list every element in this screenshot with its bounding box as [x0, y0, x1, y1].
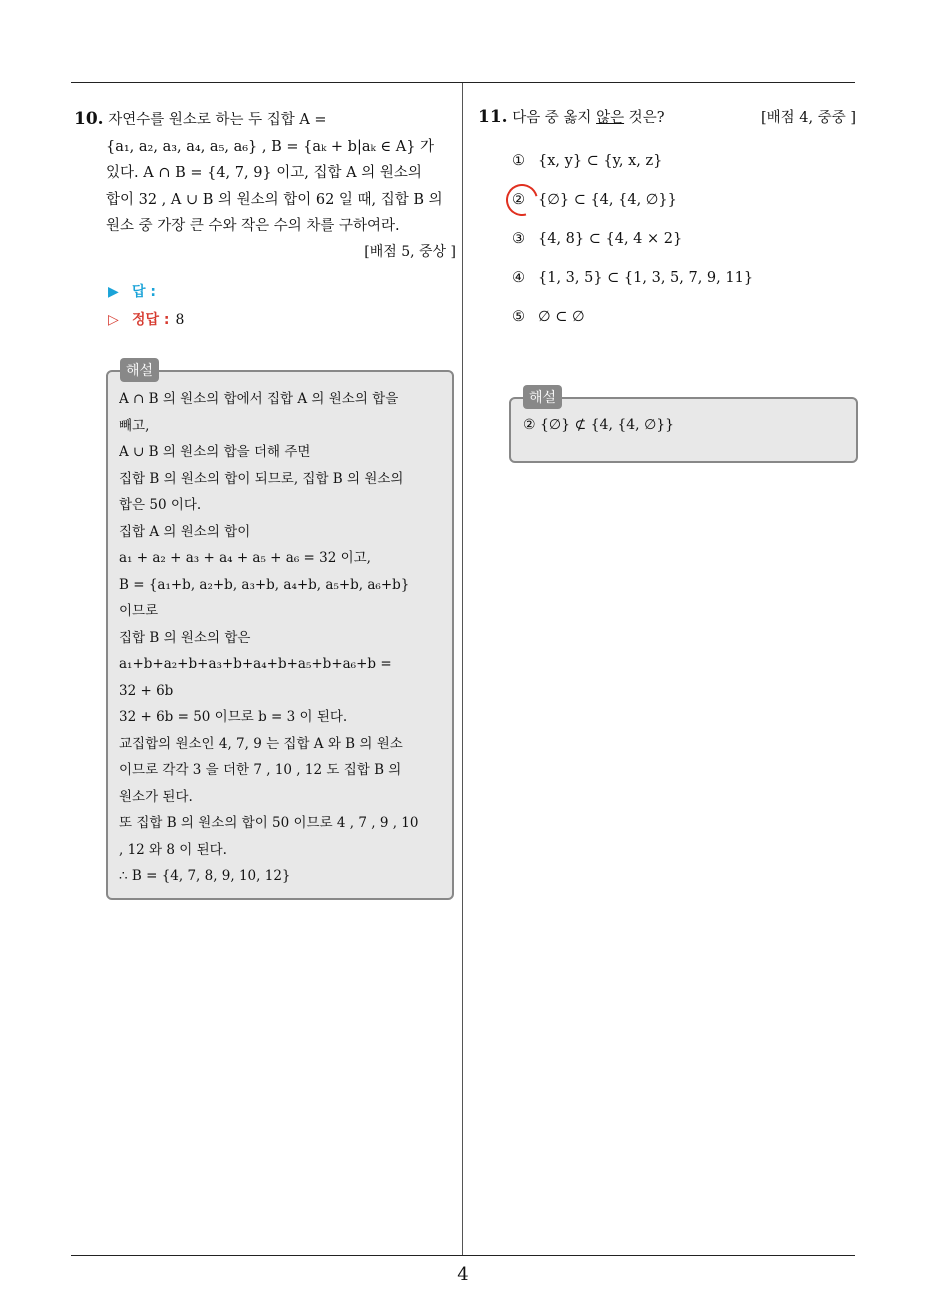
question-11-title — [478, 106, 664, 127]
explanation-line: 빼고, — [119, 417, 150, 434]
explanation-line: 32 + 6b — [119, 682, 174, 699]
explanation-line: A ∩ B 의 원소의 합에서 집합 A 의 원소의 합을 — [119, 391, 399, 407]
explanation-content: ② {∅} ⊄ {4, {4, ∅}} — [523, 417, 675, 433]
option-5[interactable] — [512, 303, 856, 342]
explanation-content — [108, 372, 452, 890]
explanation-line: ∴ B = {4, 7, 8, 9, 10, 12} — [119, 868, 291, 884]
question-11-points: [배점 4, 중중 ] — [760, 110, 856, 126]
explanation-line: , 12 와 8 이 된다. — [119, 841, 227, 858]
question-10 — [74, 106, 456, 334]
explanation-line: 원소가 된다. — [119, 788, 193, 805]
question-11-number: 11. — [478, 107, 508, 127]
explanation-box-10 — [106, 363, 454, 900]
option-4[interactable] — [512, 264, 856, 303]
answer-label: 답 : — [132, 283, 156, 300]
option-3[interactable] — [512, 225, 856, 264]
question-10-text — [74, 106, 456, 240]
explanation-line: a₁ + a₂ + a₃ + a₄ + a₅ + a₆ = 32 이고, — [119, 550, 371, 566]
explanation-box-11 — [509, 390, 858, 463]
correct-answer-value: 8 — [175, 311, 185, 328]
correct-answer-label: 정답 : — [132, 311, 170, 328]
explanation-line: 이므로 각각 3 을 더한 7 , 10 , 12 도 집합 B 의 — [119, 762, 402, 778]
option-number: ③ — [512, 231, 525, 247]
page-number: 4 — [457, 1264, 469, 1285]
question-10-line-2: {a₁, a₂, a₃, a₄, a₅, a₆} , B = {aₖ + b|aₖ ∈ A} 가 — [106, 138, 435, 155]
question-10-line-5: 원소 중 가장 큰 수와 작은 수의 차를 구하여라. — [106, 218, 400, 234]
question-11-title-part: 다음 중 옳지 — [512, 110, 597, 126]
explanation-tag: 해설 — [120, 358, 159, 382]
question-11-title-emphasis: 않은 — [596, 110, 625, 126]
explanation-line: 합은 50 이다. — [119, 497, 202, 513]
option-text: {x, y} ⊂ {y, x, z} — [538, 153, 663, 169]
correct-answer-row — [108, 306, 456, 334]
explanation-line: 교집합의 원소인 4, 7, 9 는 집합 A 와 B 의 원소 — [119, 735, 403, 752]
explanation-line: a₁+b+a₂+b+a₃+b+a₄+b+a₅+b+a₆+b = — [119, 656, 392, 672]
play-triangle-icon: ▶ — [108, 283, 119, 300]
option-1[interactable] — [512, 147, 856, 186]
outline-triangle-icon: ▷ — [108, 311, 119, 328]
question-11-title-part: 것은? — [624, 110, 665, 126]
explanation-tag: 해설 — [523, 385, 562, 409]
option-2[interactable] — [512, 186, 856, 225]
explanation-line: 집합 B 의 원소의 합이 되므로, 집합 B 의 원소의 — [119, 470, 404, 487]
explanation-line: B = {a₁+b, a₂+b, a₃+b, a₄+b, a₅+b, a₆+b} — [119, 576, 410, 593]
explanation-line: 또 집합 B 의 원소의 합이 50 이므로 4 , 7 , 9 , 10 — [119, 815, 419, 831]
explanation-line: 이므로 — [119, 603, 159, 619]
option-text: ∅ ⊂ ∅ — [538, 309, 585, 325]
answer-row — [108, 278, 456, 306]
option-number: ① — [512, 153, 525, 169]
option-number: ⑤ — [512, 309, 525, 325]
explanation-line: 집합 B 의 원소의 합은 — [119, 629, 251, 646]
option-text: {4, 8} ⊂ {4, 4 × 2} — [538, 231, 683, 247]
option-number: ④ — [512, 270, 525, 286]
answer-section — [74, 278, 456, 334]
explanation-line: 32 + 6b = 50 이므로 b = 3 이 된다. — [119, 709, 348, 725]
explanation-line: 집합 A 의 원소의 합이 — [119, 523, 251, 540]
option-text: {∅} ⊂ {4, {4, ∅}} — [538, 192, 677, 208]
option-text: {1, 3, 5} ⊂ {1, 3, 5, 7, 9, 11} — [538, 270, 754, 286]
column-divider — [462, 83, 463, 1255]
question-10-number: 10. — [74, 109, 104, 129]
explanation-line: A ∪ B 의 원소의 합을 더해 주면 — [119, 444, 311, 460]
question-10-line-1: 자연수를 원소로 하는 두 집합 A = — [108, 112, 327, 128]
question-11 — [478, 106, 856, 342]
question-10-points: [배점 5, 중상 ] — [364, 243, 456, 260]
header-rule — [71, 82, 855, 83]
option-number: ② — [512, 192, 525, 208]
question-10-line-4: 합이 32 , A ∪ B 의 원소의 합이 62 일 때, 집합 B 의 — [106, 191, 443, 208]
question-10-line-3: 있다. A ∩ B = {4, 7, 9} 이고, 집합 A 의 원소의 — [106, 165, 422, 181]
question-11-options — [478, 147, 856, 342]
question-11-header — [478, 106, 856, 127]
footer-rule — [71, 1255, 855, 1256]
